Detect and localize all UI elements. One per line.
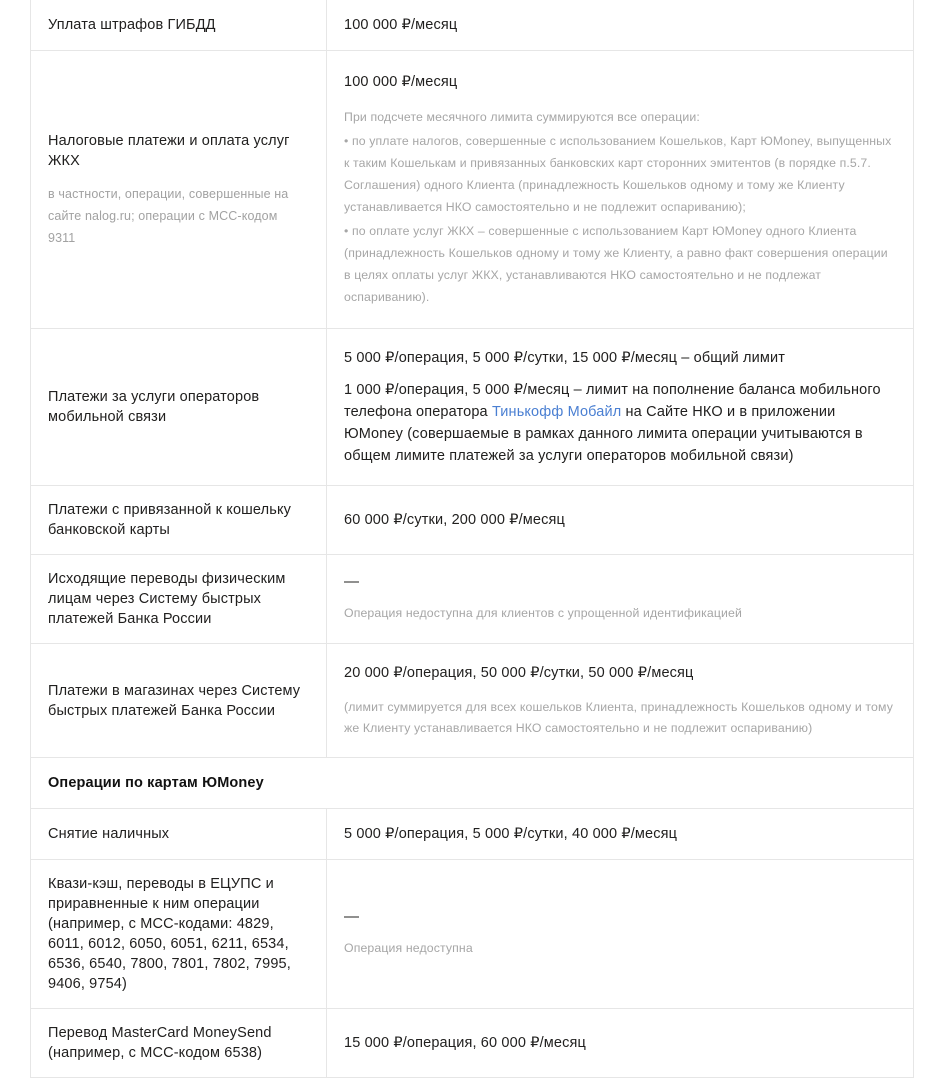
value-note-paragraph: • по уплате налогов, совершенные с использованием Кошельков, Карт ЮMoney, выпущенных к таким Кошелькам и привязанных банковских карт сторонних эмитентов (в порядке п.5.7. Соглашения) одного Клиента (принадлежность Кошельков одному и тому же Клиенту устанавливается НКО самостоятельно и не подлежит оспариванию); — [344, 134, 892, 214]
table-row — [31, 51, 914, 329]
value-line: 5 000 ₽/операция, 5 000 ₽/сутки, 15 000 ₽/месяц – общий лимит — [344, 350, 786, 366]
value-note — [344, 697, 895, 739]
row-name-title: Налоговые платежи и оплата услуг ЖКХ — [48, 132, 290, 169]
value-line: 60 000 ₽/сутки, 200 000 ₽/месяц — [344, 512, 565, 528]
value-note — [344, 938, 895, 959]
row-name-cell — [31, 644, 327, 758]
row-name-cell — [31, 1009, 327, 1078]
value-line: 5 000 ₽/операция, 5 000 ₽/сутки, 40 000 ₽/месяц — [344, 826, 678, 842]
row-name-cell — [31, 329, 327, 486]
tinkoff-mobile-link[interactable]: Тинькофф Мобайл — [491, 404, 622, 420]
row-name-cell — [31, 51, 327, 329]
row-name-cell — [31, 555, 327, 644]
row-value-cell — [327, 329, 914, 486]
row-value-cell — [327, 486, 914, 555]
table-section-row — [31, 758, 914, 809]
row-name-note: в частности, операции, совершенные на сайте nalog.ru; операции с МСС-кодом 9311 — [48, 186, 289, 245]
row-name-cell — [31, 860, 327, 1009]
value-text-after-link: на Сайте НКО и в приложении ЮMoney (совершаемые в рамках данного лимита операции учитываются в общем лимите платежей за услуги операторов мобильной связи) — [344, 404, 863, 464]
value-line: 15 000 ₽/операция, 60 000 ₽/месяц — [344, 1035, 586, 1051]
value-line: 100 000 ₽/месяц — [344, 74, 458, 90]
value-dash: — — [344, 573, 359, 590]
value-line: 100 000 ₽/месяц — [344, 17, 458, 33]
value-note-paragraph: Операция недоступна для клиентов с упрощенной идентификацией — [344, 606, 742, 620]
row-value-cell — [327, 51, 914, 329]
table-row — [31, 1009, 914, 1078]
row-name-cell — [31, 809, 327, 860]
row-name-title: Перевод MasterCard MoneySend (например, с МСС-кодом 6538) — [48, 1025, 272, 1061]
row-name-title: Уплата штрафов ГИБДД — [48, 17, 216, 33]
value-line: 20 000 ₽/операция, 50 000 ₽/сутки, 50 000 ₽/месяц — [344, 665, 694, 681]
row-value-cell — [327, 1009, 914, 1078]
row-value-cell — [327, 809, 914, 860]
table-row — [31, 329, 914, 486]
value-note — [344, 106, 895, 308]
row-value-cell — [327, 0, 914, 51]
value-note-paragraph: При подсчете месячного лимита суммируются все операции: — [344, 110, 700, 124]
limits-table-body — [31, 0, 914, 1078]
row-name-title: Платежи в магазинах через Систему быстрых платежей Банка России — [48, 682, 301, 719]
table-row — [31, 0, 914, 51]
value-text-before-link: 1 000 ₽/операция, 5 000 ₽/месяц – лимит на пополнение баланса мобильного телефона оператора — [344, 382, 881, 420]
row-name-title: Квази-кэш, переводы в ЕЦУПС и приравненные к ним операции (например, с МСС-кодами: 4829, 6011, 6012, 6050, 6051, 6211, 6534, 6536, 6540, 7800, 7801, 7802, 7995, 9406, 9754) — [48, 876, 291, 992]
row-value-cell — [327, 860, 914, 1009]
row-name-cell — [31, 486, 327, 555]
table-row — [31, 809, 914, 860]
value-note-paragraph: Операция недоступна — [344, 941, 473, 955]
value-note-paragraph: (лимит суммируется для всех кошельков Клиента, принадлежность Кошельков одному и тому же Клиенту устанавливается НКО самостоятельно и не подлежит оспариванию) — [344, 700, 893, 735]
value-note-paragraph: • по оплате услуг ЖКХ – совершенные с использованием Карт ЮMoney одного Клиента (принадлежность Кошельков одному и тому же Клиенту, а равно факт совершения операции в целях оплаты услуг ЖКХ, устанавливаются НКО самостоятельно и не подлежат оспариванию). — [344, 224, 888, 304]
table-row — [31, 555, 914, 644]
value-dash: — — [344, 908, 359, 925]
table-row — [31, 860, 914, 1009]
table-row — [31, 644, 914, 758]
section-header-cell — [31, 758, 914, 809]
value-line-with-link — [344, 379, 895, 467]
table-row — [31, 486, 914, 555]
section-title: Операции по картам ЮMoney — [48, 775, 264, 791]
row-value-cell — [327, 555, 914, 644]
row-name-title: Исходящие переводы физическим лицам через Систему быстрых платежей Банка России — [48, 571, 286, 627]
row-name-title: Снятие наличных — [48, 826, 170, 842]
limits-table — [30, 0, 914, 1078]
row-name-title: Платежи с привязанной к кошельку банковской карты — [48, 502, 292, 538]
value-note — [344, 603, 895, 624]
row-name-title: Платежи за услуги операторов мобильной связи — [48, 389, 260, 425]
row-value-cell — [327, 644, 914, 758]
row-name-cell — [31, 0, 327, 51]
